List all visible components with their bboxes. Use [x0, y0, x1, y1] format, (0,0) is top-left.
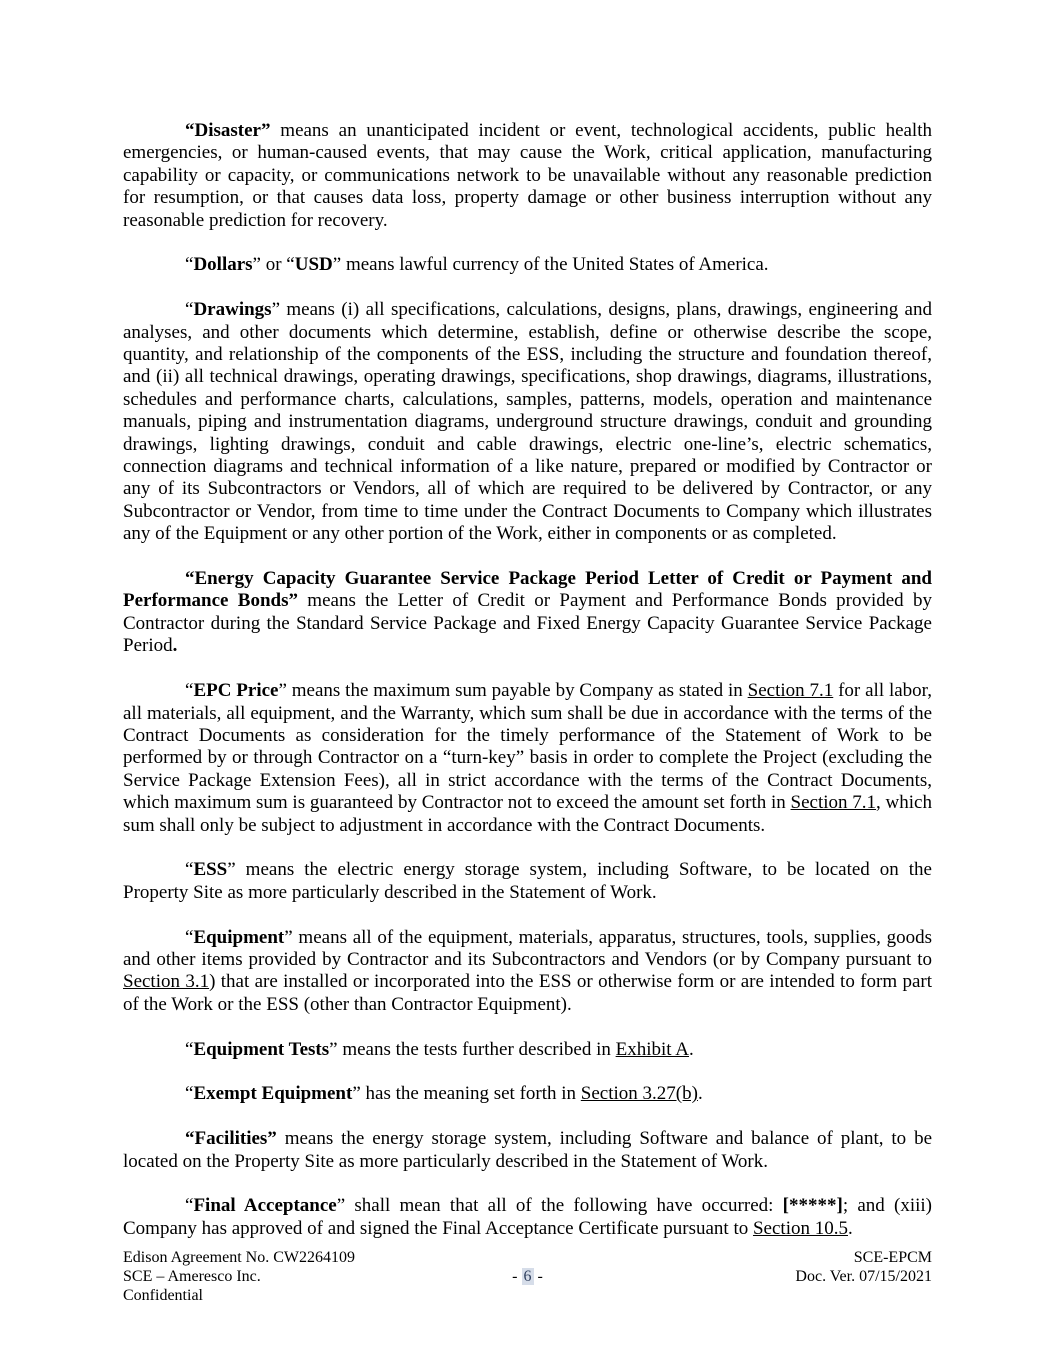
page-number-suffix: -: [533, 1268, 543, 1285]
text-segment: “: [185, 299, 194, 321]
defined-term: “Disaster”: [185, 120, 271, 141]
defined-term: Dollars: [193, 254, 253, 276]
paragraph-equipment-tests-definition: [123, 1039, 932, 1061]
text-segment: ” or “: [252, 254, 295, 276]
text-segment: “: [185, 1038, 194, 1060]
paragraph-ess-definition: [123, 859, 932, 904]
text-segment: “: [185, 926, 194, 948]
defined-term: USD: [294, 254, 333, 276]
defined-term: “Facilities”: [185, 1128, 277, 1150]
footer-doc-type: SCE-EPCM: [853, 1249, 932, 1266]
footer-agreement-number: Edison Agreement No. CW2264109: [123, 1249, 355, 1266]
text-segment: means an unanticipated incident or event, technological accidents, public health emergencies, or human-caused events, that may cause the Work, critical application, manufacturing capability or capacity, or communications network to be unavailable without any reasonable prediction for resumption, or that causes data loss, property damage or other business interruption without any reasonable prediction for recovery.: [123, 120, 932, 231]
paragraph-drawings-definition: [123, 299, 932, 545]
text-segment: ” means the tests further described in: [329, 1038, 616, 1060]
defined-term: Equipment: [193, 926, 285, 948]
text-segment: .: [697, 1083, 703, 1105]
defined-term: Equipment Tests: [193, 1038, 330, 1060]
text-segment: ; and (xiii) Company has approved of and signed the Final Acceptance Certificate pursuant to: [123, 1195, 933, 1239]
footer-parties: SCE – Ameresco Inc.: [123, 1268, 261, 1285]
defined-term: Exempt Equipment: [193, 1083, 353, 1105]
text-segment: means the Letter of Credit or Payment and Performance Bonds provided by Contractor during the Standard Service Package and Fixed Energy Capacity Guarantee Service Package Period: [123, 590, 932, 657]
section-reference: Section 7.1: [747, 680, 834, 702]
text-segment: ” means all of the equipment, materials, apparatus, structures, tools, supplies, goods and other items provided by Contractor and its Subcontractors and Vendors (or by Company pursuant to: [123, 926, 932, 970]
paragraph-equipment-definition: [123, 927, 932, 1017]
defined-term: [*****]: [782, 1195, 843, 1217]
text-segment: ” has the meaning set forth in: [352, 1083, 581, 1105]
defined-term: “Energy Capacity Guarantee Service Package Period Letter of Credit or Payment and Performance Bonds”: [123, 568, 932, 612]
text-segment: “: [185, 1195, 194, 1217]
page-number-prefix: -: [512, 1268, 522, 1285]
text-segment: for all labor, all materials, all equipment, and the Warranty, which sum shall be due in accordance with the terms of the Contract Documents as consideration for the timely performance of the Statement of Work to be performed by or through Contractor on a “turn-key” basis in order to complete the Project (excluding the Service Package Extension Fees), all in strict accordance with the terms of the Contract Documents, which maximum sum is guaranteed by Contractor not to exceed the amount set forth in: [123, 680, 932, 814]
text-segment: “: [185, 1083, 194, 1105]
defined-term: Drawings: [193, 299, 272, 321]
text-segment: ” means the maximum sum payable by Company as stated in: [278, 680, 748, 702]
text-segment: means the energy storage system, including Software and balance of plant, to be located on the Property Site as more particularly described in the Statement of Work.: [123, 1128, 932, 1172]
defined-term: .: [172, 635, 178, 657]
paragraph-final-acceptance-definition: [123, 1195, 932, 1240]
text-segment: ) that are installed or incorporated into the ESS or otherwise form or are intended to form part of the Work or the ESS (other than Contractor Equipment).: [123, 971, 932, 1015]
text-segment: “: [185, 680, 194, 702]
footer-confidential-label: Confidential: [123, 1287, 203, 1304]
section-reference: Section 7.1: [790, 792, 877, 814]
section-reference: Exhibit A: [615, 1038, 689, 1060]
text-segment: .: [847, 1217, 853, 1239]
paragraph-dollars-definition: [123, 254, 932, 276]
text-segment: .: [689, 1038, 694, 1060]
footer-doc-version: Doc. Ver. 07/15/2021: [795, 1268, 932, 1285]
defined-term: EPC Price: [193, 680, 279, 702]
section-reference: Section 3.1: [123, 971, 210, 993]
paragraph-energy-capacity-guarantee-definition: [123, 568, 932, 658]
defined-term: ESS: [193, 859, 228, 881]
section-reference: Section 10.5: [752, 1217, 848, 1239]
footer-right-block: [795, 1248, 932, 1286]
text-segment: “: [185, 859, 194, 881]
text-segment: , which sum shall only be subject to adjustment in accordance with the Contract Documents.: [123, 792, 932, 836]
text-segment: ” means lawful currency of the United States of America.: [332, 254, 769, 276]
text-segment: ” shall mean that all of the following have occurred:: [336, 1195, 783, 1217]
section-reference: Section 3.27(b): [580, 1083, 698, 1105]
text-segment: “: [185, 254, 194, 276]
text-segment: ” means (i) all specifications, calculations, designs, plans, drawings, engineering and analyses, and other documents which determine, establish, define or otherwise describe the scope, quantity, and relationship of the components of the ESS, including the structure and foundation thereof, and (ii) all technical drawings, operating drawings, specifications, shop drawings, diagrams, illustrations, schedules and performance charts, calculations, samples, patterns, models, operation and maintenance manuals, piping and instrumentation diagrams, underground structure drawings, conduit and grounding drawings, lighting drawings, conduit and cable drawings, electric one-line’s, electric schematics, connection diagrams and technical information of a like nature, prepared or modified by Contractor or any of its Subcontractors or Vendors, all of which are required to be delivered by Contractor, or any Subcontractor or Vendor, from time to time under the Contract Documents to Company which illustrates any of the Equipment or any other portion of the Work, either in components or as completed.: [123, 299, 932, 545]
paragraph-exempt-equipment-definition: [123, 1083, 932, 1105]
document-body: [123, 120, 932, 1263]
text-segment: ” means the electric energy storage system, including Software, to be located on the Property Site as more particularly described in the Statement of Work.: [123, 859, 932, 903]
page-number-field: 6: [523, 1268, 532, 1285]
defined-term: Final Acceptance: [193, 1195, 337, 1217]
paragraph-facilities-definition: [123, 1128, 932, 1173]
paragraph-epc-price-definition: [123, 680, 932, 837]
paragraph-disaster-definition: [123, 120, 932, 232]
